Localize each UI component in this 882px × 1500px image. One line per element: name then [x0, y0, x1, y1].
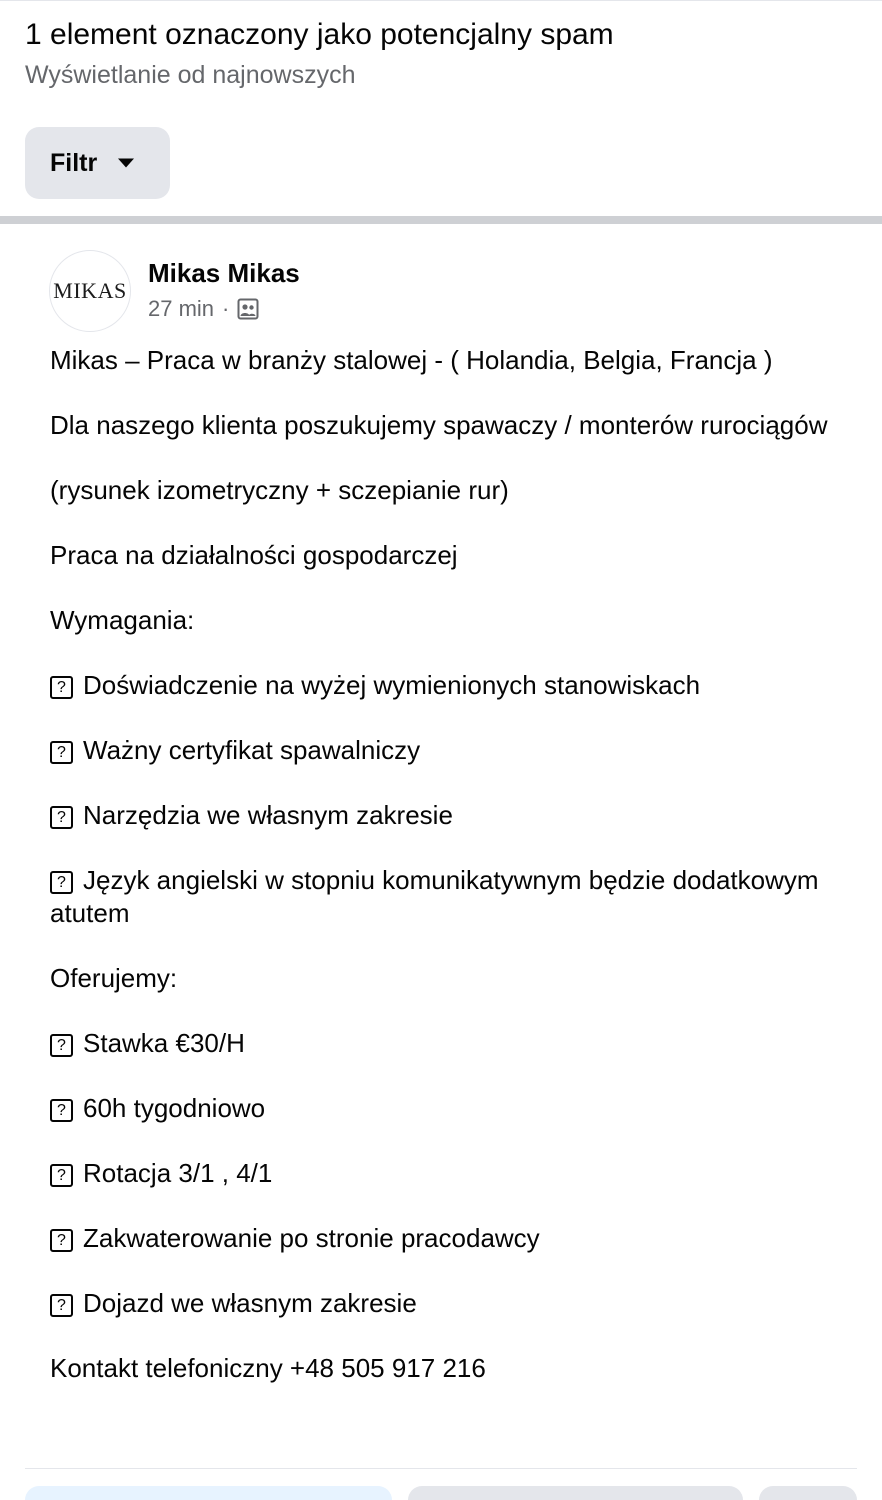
filter-button[interactable]: [25, 127, 170, 199]
page-header: [25, 16, 865, 92]
post-paragraph: [50, 1352, 850, 1385]
sort-order-text: Wyświetlanie od najnowszych: [25, 61, 356, 89]
unsupported-emoji-icon: ?: [50, 741, 73, 764]
post-bullet-line: [50, 799, 850, 832]
post-paragraph: [50, 409, 850, 442]
post-bullet-line: [50, 669, 850, 702]
section-divider: [0, 216, 882, 224]
unsupported-emoji-icon: ?: [50, 871, 73, 894]
meta-separator: ·: [222, 296, 230, 321]
post-bullet-line: [50, 1092, 850, 1125]
post-text: Mikas – Praca w branży stalowej - ( Holandia, Belgia, Francja ): [50, 345, 773, 375]
post-text: Zakwaterowanie po stronie pracodawcy: [83, 1223, 540, 1253]
top-border: [0, 0, 882, 1]
post-text: Dla naszego klienta poszukujemy spawaczy / monterów rurociągów: [50, 410, 828, 440]
post-text: Rotacja 3/1 , 4/1: [83, 1158, 273, 1188]
post-text: Doświadczenie na wyżej wymienionych stanowiskach: [83, 670, 701, 700]
more-options-button[interactable]: [759, 1486, 857, 1500]
post-paragraph: [50, 474, 850, 507]
post-body: [50, 344, 850, 1417]
author-name[interactable]: Mikas Mikas: [148, 258, 300, 288]
page-title: 1 element oznaczony jako potencjalny spam: [25, 18, 614, 51]
unsupported-emoji-icon: ?: [50, 1294, 73, 1317]
post-text: Praca na działalności gospodarczej: [50, 540, 458, 570]
unsupported-emoji-icon: ?: [50, 1099, 73, 1122]
post-bullet-line: [50, 734, 850, 767]
unsupported-emoji-icon: ?: [50, 1164, 73, 1187]
post-text: Stawka €30/H: [83, 1028, 245, 1058]
caret-down-icon: [117, 158, 135, 168]
post-text: Oferujemy:: [50, 963, 178, 993]
group-audience-icon: [237, 298, 259, 320]
unsupported-emoji-icon: ?: [50, 676, 73, 699]
post-bullet-line: [50, 1287, 850, 1320]
filter-button-label: Filtr: [50, 148, 98, 177]
post-paragraph: [50, 962, 850, 995]
unsupported-emoji-icon: ?: [50, 1034, 73, 1057]
spam-post-card: [0, 224, 882, 1500]
post-meta: [148, 296, 259, 322]
delete-button[interactable]: [408, 1486, 743, 1500]
post-bullet-line: [50, 1157, 850, 1190]
post-time[interactable]: 27 min: [148, 296, 215, 321]
unsupported-emoji-icon: ?: [50, 1229, 73, 1252]
post-text: Dojazd we własnym zakresie: [83, 1288, 417, 1318]
post-text: Kontakt telefoniczny +48 505 917 216: [50, 1353, 486, 1383]
post-bullet-line: [50, 1222, 850, 1255]
post-text: Wymagania:: [50, 605, 195, 635]
post-bullet-line: [50, 864, 850, 930]
post-text: 60h tygodniowo: [83, 1093, 266, 1123]
avatar[interactable]: [49, 250, 131, 332]
post-bullet-line: [50, 1027, 850, 1060]
post-text: Ważny certyfikat spawalniczy: [83, 735, 421, 765]
post-text: Narzędzia we własnym zakresie: [83, 800, 453, 830]
approve-button[interactable]: [25, 1486, 392, 1500]
unsupported-emoji-icon: ?: [50, 806, 73, 829]
avatar-logo-text: MIKAS: [53, 278, 127, 303]
post-paragraph: [50, 539, 850, 572]
post-paragraph: [50, 604, 850, 637]
post-text: (rysunek izometryczny + sczepianie rur): [50, 475, 509, 505]
post-text: Język angielski w stopniu komunikatywnym będzie dodatkowym atutem: [50, 865, 819, 928]
post-paragraph: [50, 344, 850, 377]
post-divider: [25, 1468, 857, 1469]
